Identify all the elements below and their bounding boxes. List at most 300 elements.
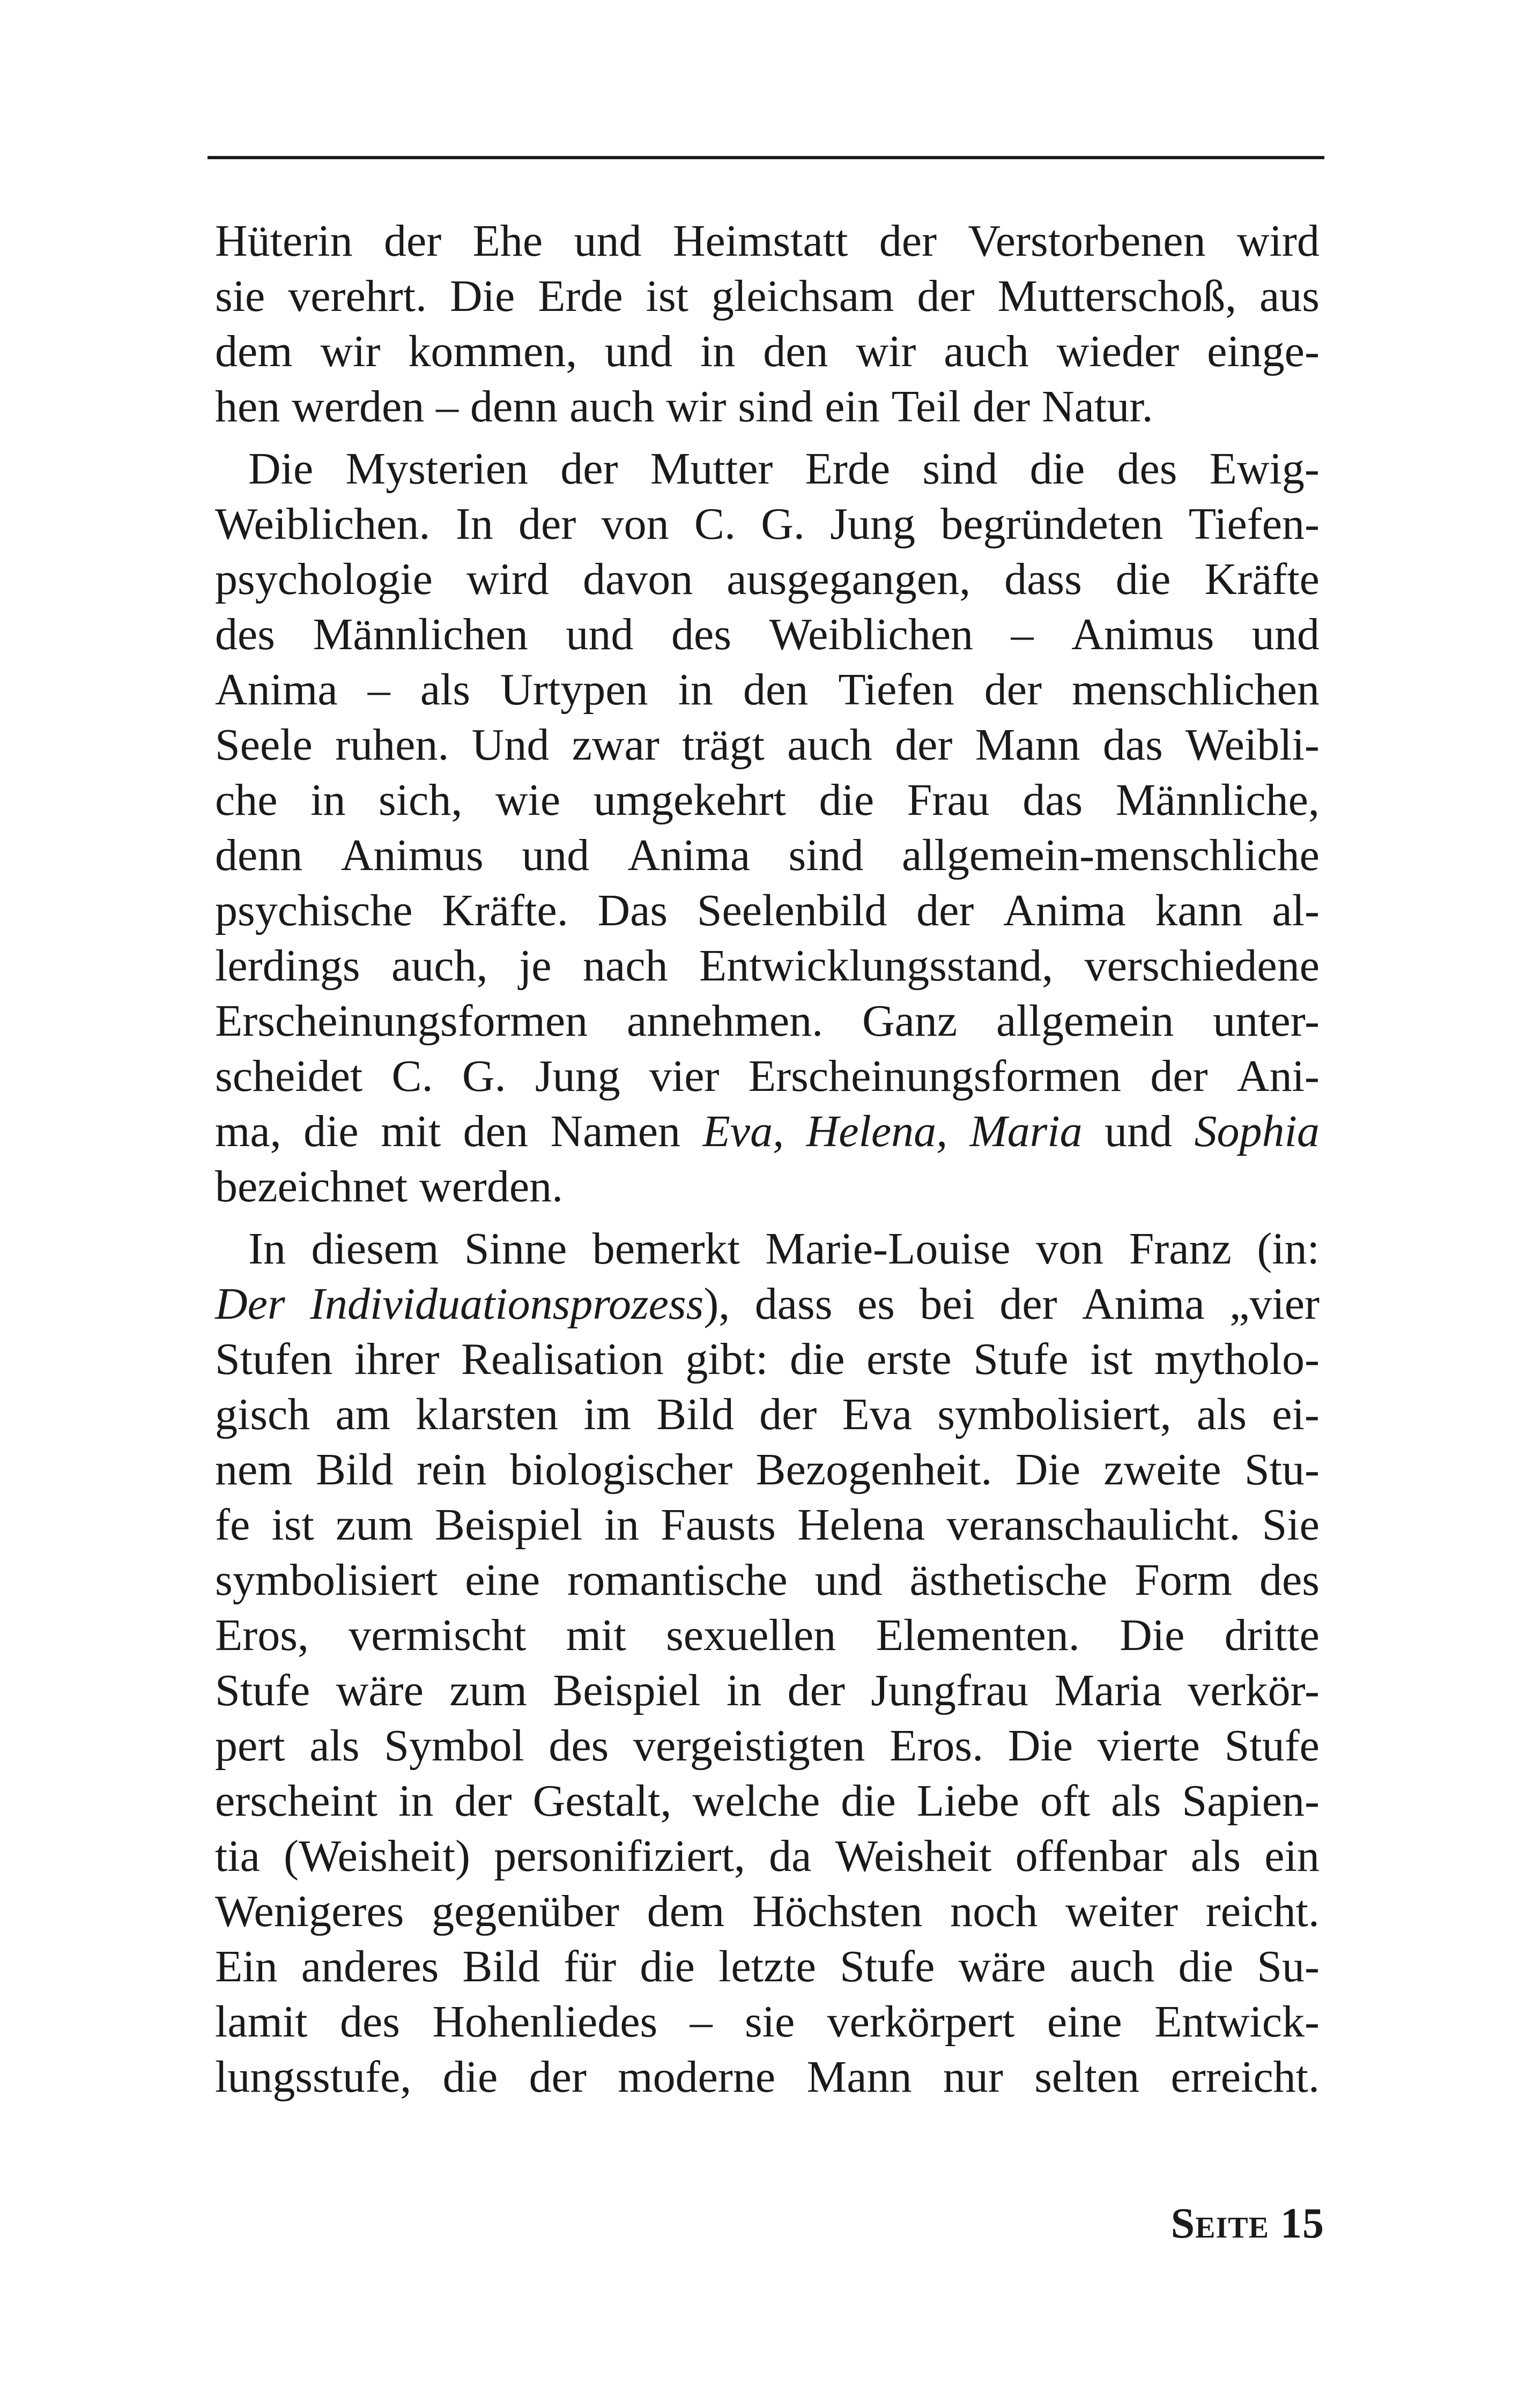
word: des: [1117, 444, 1177, 494]
paragraph-gap: [215, 434, 1320, 441]
text-line: [215, 1773, 1320, 1829]
word: der: [917, 271, 975, 321]
word: kann: [1155, 886, 1243, 935]
word: Form: [1134, 1555, 1233, 1605]
word: sich,: [379, 775, 463, 825]
word: wird: [466, 554, 549, 604]
word: wäre: [958, 1942, 1046, 1991]
word: den: [743, 665, 809, 715]
word: Stufen: [215, 1334, 333, 1384]
text-line: [215, 1159, 1320, 1214]
text-line: [215, 1718, 1320, 1773]
word: eine: [465, 1555, 540, 1605]
word: mit: [381, 1106, 441, 1156]
text-line: [215, 1552, 1320, 1608]
word: das: [1102, 720, 1163, 770]
word: Die: [1015, 1445, 1081, 1495]
word: die: [819, 775, 875, 825]
word: der: [383, 216, 442, 266]
word: zum: [336, 1500, 413, 1550]
word: Erde: [538, 271, 623, 321]
word: Eva,: [702, 1106, 784, 1156]
word: der: [1150, 1051, 1208, 1101]
word: Weibli-: [1185, 720, 1320, 770]
word: des: [215, 610, 275, 659]
word: annehmen.: [626, 996, 824, 1046]
word: Natur.: [1041, 382, 1153, 432]
word: Frau: [907, 775, 990, 825]
word: Mann: [975, 720, 1080, 770]
word: weiter: [1065, 1886, 1178, 1936]
text-line: [215, 938, 1320, 993]
word: bei: [920, 1279, 975, 1329]
word: als: [1196, 1389, 1247, 1439]
word: Die: [449, 271, 515, 321]
word: der: [916, 886, 974, 935]
text-line: [215, 607, 1320, 662]
word: allgemein: [996, 996, 1174, 1046]
word: Animus: [1071, 610, 1214, 659]
text-line: [215, 1332, 1320, 1387]
word: ein: [1264, 1831, 1320, 1881]
text-line: [215, 1829, 1320, 1884]
word: Kräfte.: [442, 886, 568, 935]
word: verkör-: [1188, 1666, 1320, 1715]
word: Teil: [891, 382, 961, 432]
word: dem: [647, 1886, 725, 1936]
word: vier: [649, 1051, 720, 1101]
word: der: [454, 1776, 512, 1826]
word: Liebe: [916, 1776, 1019, 1826]
word: nem: [215, 1445, 293, 1495]
word: Marie-Louise: [765, 1224, 1011, 1274]
text-line: [215, 1104, 1320, 1159]
word: Sapien-: [1182, 1776, 1320, 1826]
word: „vier: [1229, 1279, 1320, 1329]
word: Gestalt,: [532, 1776, 672, 1826]
word: lamit: [215, 1997, 308, 2047]
word: Urtypen: [500, 665, 648, 715]
word: bemerkt: [592, 1224, 740, 1274]
word: Sinne: [464, 1224, 567, 1274]
word: ei-: [1272, 1389, 1320, 1439]
word: –: [367, 665, 390, 715]
word: veranschaulicht.: [946, 1500, 1241, 1550]
word: pert: [215, 1721, 285, 1771]
word: Mutter: [650, 444, 773, 494]
word: und: [1105, 1106, 1173, 1156]
word: In: [455, 499, 493, 549]
word: einge-: [1207, 326, 1320, 376]
word: anderes: [301, 1942, 439, 1991]
text-line: [215, 379, 1320, 434]
word: welche: [692, 1776, 820, 1826]
word: Mann: [806, 2052, 912, 2102]
word: des: [671, 610, 732, 659]
text-line: [215, 2049, 1320, 2105]
word: Entwicklungsstand,: [699, 941, 1054, 991]
word: Heimstatt: [672, 216, 848, 266]
word: in: [678, 665, 713, 715]
word: Franz: [1129, 1224, 1232, 1274]
word: Animus: [340, 830, 484, 880]
word: Tiefen: [838, 665, 954, 715]
word: Maria: [1054, 1666, 1162, 1715]
word: kommen,: [408, 326, 577, 376]
word: lungsstufe,: [215, 2052, 412, 2102]
word: in: [310, 775, 346, 825]
word: noch: [950, 1886, 1038, 1936]
word: Eros.: [890, 1721, 984, 1771]
word: Stufe: [840, 1942, 935, 1991]
word: [310, 1276, 730, 1332]
word: G.: [462, 1051, 506, 1101]
word: ma,: [215, 1106, 281, 1156]
word: dem: [215, 326, 293, 376]
word: C.: [694, 499, 736, 549]
word: ästhetische: [909, 1555, 1108, 1605]
word: als: [1190, 1831, 1241, 1881]
word: zweite: [1103, 1445, 1221, 1495]
word: ihrer: [354, 1334, 440, 1384]
word: auch: [787, 720, 872, 770]
word: Maria: [969, 1106, 1083, 1156]
word: ausgegangen,: [727, 554, 971, 604]
word: Beispiel: [435, 1500, 583, 1550]
word: des: [340, 1997, 400, 2047]
text-line: [215, 1442, 1320, 1497]
word: gibt:: [685, 1334, 768, 1384]
word: Stufe: [215, 1666, 310, 1715]
word: che: [215, 775, 278, 825]
word: denn: [470, 382, 558, 432]
word: menschlichen: [1072, 665, 1320, 715]
word: ein: [825, 382, 880, 432]
word: Ganz: [862, 996, 958, 1046]
word: Weiblichen.: [215, 499, 431, 549]
word: Und: [471, 720, 550, 770]
word: nur: [943, 2052, 1003, 2102]
text-line: [215, 496, 1320, 552]
word: Weiblichen: [769, 610, 974, 659]
word: die: [841, 1776, 896, 1826]
word: die: [303, 1106, 359, 1156]
word: denn: [215, 830, 303, 880]
word: lerdings: [215, 941, 360, 991]
word: begründeten: [940, 499, 1164, 549]
text-line: [215, 1276, 1320, 1332]
word: aus: [1259, 271, 1320, 321]
word: Elementen.: [876, 1610, 1080, 1660]
word: wir: [856, 326, 916, 376]
word: Entwick-: [1154, 1997, 1320, 2047]
word: Stu-: [1244, 1445, 1320, 1495]
word: Verstorbenen: [968, 216, 1206, 266]
word: zum: [449, 1666, 527, 1715]
word: und: [574, 216, 642, 266]
paragraph-gap: [215, 1214, 1320, 1221]
word: (Weisheit): [284, 1831, 470, 1881]
paragraph: [215, 441, 1320, 1214]
word: der: [529, 2052, 587, 2102]
word: al-: [1272, 886, 1320, 935]
word: psychische: [215, 886, 413, 935]
word: ist: [271, 1500, 314, 1550]
word: auch: [1069, 1942, 1155, 1991]
word: Sophia: [1194, 1106, 1320, 1156]
text-line: [215, 552, 1320, 607]
word: es: [857, 1279, 895, 1329]
word: –: [436, 382, 459, 432]
word: Wenigeres: [215, 1886, 404, 1936]
word: und: [605, 326, 673, 376]
word: Jung: [830, 499, 915, 549]
text-line: [215, 1884, 1320, 1939]
word: (in:: [1257, 1224, 1320, 1274]
word: der: [518, 499, 576, 549]
word: Erde: [805, 444, 891, 494]
text-line: [215, 1497, 1320, 1552]
word: sind: [788, 830, 864, 880]
word: die: [1178, 1942, 1234, 1991]
word: –: [690, 1997, 713, 2047]
text-line: [215, 1049, 1320, 1104]
word: ruhen.: [335, 720, 449, 770]
word: Ehe: [472, 216, 543, 266]
text-line: [215, 993, 1320, 1049]
text-line: [215, 1663, 1320, 1718]
word: sie: [744, 1997, 795, 2047]
word: romantische: [567, 1555, 788, 1605]
word: Symbol: [384, 1721, 524, 1771]
word: verkörpert: [827, 1997, 1015, 2047]
word: Ewig-: [1209, 444, 1320, 494]
header-rule: [208, 156, 1324, 159]
word: auch: [944, 326, 1029, 376]
word: gisch: [215, 1389, 310, 1439]
word: werden: [292, 382, 425, 432]
word: nach: [582, 941, 668, 991]
word: Kräfte: [1204, 554, 1320, 604]
word: Erscheinungsformen: [215, 996, 588, 1046]
word: sind: [738, 382, 813, 432]
word: als: [420, 665, 471, 715]
word: auch: [569, 382, 655, 432]
word: bezeichnet: [215, 1162, 408, 1212]
word: als: [1111, 1776, 1161, 1826]
word: Bild: [656, 1389, 734, 1439]
word: Männlichen: [313, 610, 528, 659]
text-line: [215, 662, 1320, 717]
word: wieder: [1056, 326, 1180, 376]
word: eine: [1047, 1997, 1122, 2047]
word: die: [1029, 444, 1085, 494]
text-line: [215, 1939, 1320, 1994]
word: in: [398, 1776, 434, 1826]
word: Su-: [1257, 1942, 1320, 1991]
word: für: [564, 1942, 617, 1991]
word: Die: [248, 444, 314, 494]
word: ist: [646, 271, 688, 321]
word: unter-: [1213, 996, 1320, 1046]
word: von: [601, 499, 669, 549]
word: Mutterschoß,: [997, 271, 1237, 321]
word: Das: [597, 886, 668, 935]
word: der: [972, 382, 1031, 432]
text-line: [215, 441, 1320, 496]
text-line: [215, 269, 1320, 324]
word: dass: [754, 1279, 833, 1329]
word: das: [1022, 775, 1083, 825]
word: Bild: [462, 1942, 540, 1991]
word: diesem: [311, 1224, 439, 1274]
word: Männliche,: [1115, 775, 1320, 825]
word: biologischer: [509, 1445, 733, 1495]
word: den: [463, 1106, 528, 1156]
word: Jungfrau: [871, 1666, 1029, 1715]
word: in: [726, 1666, 762, 1715]
word: Mysterien: [345, 444, 529, 494]
word: wir: [666, 382, 727, 432]
word: rein: [417, 1445, 487, 1495]
word: oft: [1040, 1776, 1091, 1826]
word: Hohenliedes: [432, 1997, 658, 2047]
text-line: [215, 1994, 1320, 2049]
word: erscheint: [215, 1776, 378, 1826]
word: Namen: [550, 1106, 681, 1156]
word: psychologie: [215, 554, 433, 604]
word: Seele: [215, 720, 313, 770]
word: Individuationsprozess: [310, 1279, 704, 1329]
word: reicht.: [1205, 1886, 1320, 1936]
word: Höchsten: [752, 1886, 923, 1936]
word: mytholo-: [1154, 1334, 1320, 1384]
word: Fausts: [661, 1500, 776, 1550]
word: vergeistigten: [633, 1721, 865, 1771]
word: Bezogenheit.: [755, 1445, 992, 1495]
word: werden.: [419, 1162, 564, 1212]
word: davon: [582, 554, 693, 604]
word: auch,: [391, 941, 488, 991]
word: Erscheinungsformen: [748, 1051, 1121, 1101]
word: erreicht.: [1170, 2052, 1320, 2102]
word: sexuellen: [666, 1610, 836, 1660]
word: verschiedene: [1084, 941, 1320, 991]
word: wie: [495, 775, 561, 825]
word: dritte: [1224, 1610, 1320, 1660]
word: in: [700, 326, 736, 376]
word: die: [789, 1334, 845, 1384]
word: Weisheit: [835, 1831, 992, 1881]
word: sind: [922, 444, 998, 494]
word: Helena: [797, 1500, 925, 1550]
word: ),: [703, 1279, 730, 1329]
word: Eros,: [215, 1610, 309, 1660]
text-line: [215, 1387, 1320, 1442]
word: dass: [1004, 554, 1082, 604]
word: Bild: [315, 1445, 394, 1495]
word: am: [335, 1389, 391, 1439]
page-number: Seite 15: [1170, 2200, 1324, 2247]
word: klarsten: [416, 1389, 559, 1439]
word: im: [583, 1389, 632, 1439]
word: scheidet: [215, 1051, 363, 1101]
word: verehrt.: [288, 271, 427, 321]
word: vierte: [1097, 1721, 1200, 1771]
word: Stufe: [1224, 1721, 1320, 1771]
word: Sie: [1262, 1500, 1320, 1550]
word: Anima: [627, 830, 751, 880]
word: –: [1011, 610, 1034, 659]
word: Anima: [215, 665, 338, 715]
word: die: [1115, 554, 1171, 604]
word: wird: [1236, 216, 1320, 266]
word: Eva: [842, 1389, 913, 1439]
word: vermischt: [349, 1610, 527, 1660]
word: moderne: [618, 2052, 776, 2102]
word: des: [549, 1721, 609, 1771]
word: Anima: [1003, 886, 1126, 935]
word: Anima: [1082, 1279, 1205, 1329]
word: als: [309, 1721, 360, 1771]
body-text: [215, 213, 1320, 2105]
word: der: [984, 665, 1042, 715]
paragraph: [215, 213, 1320, 434]
word: Der: [215, 1279, 285, 1329]
word: der: [787, 1666, 845, 1715]
text-line: [215, 883, 1320, 938]
word: Realisation: [461, 1334, 664, 1384]
word: symbolisiert,: [937, 1389, 1172, 1439]
word: die: [442, 2052, 498, 2102]
word: der: [895, 720, 953, 770]
paragraph: [215, 1221, 1320, 2105]
word: C.: [391, 1051, 433, 1101]
word: Ein: [215, 1942, 278, 1991]
word: Die: [1120, 1610, 1185, 1660]
text-line: [215, 213, 1320, 269]
word: G.: [761, 499, 805, 549]
word: Ani-: [1236, 1051, 1320, 1101]
word: ist: [1090, 1334, 1133, 1384]
word: den: [763, 326, 828, 376]
text-line: [215, 1608, 1320, 1663]
word: und: [566, 610, 634, 659]
word: Tiefen-: [1188, 499, 1320, 549]
word: da: [769, 1831, 812, 1881]
word: zwar: [572, 720, 660, 770]
word: In: [248, 1224, 286, 1274]
word: und: [814, 1555, 883, 1605]
word: sie: [215, 271, 265, 321]
word: Hüterin: [215, 216, 353, 266]
word: Helena,: [806, 1106, 948, 1156]
word: tia: [215, 1831, 260, 1881]
word: Jung: [535, 1051, 620, 1101]
word: gegenüber: [432, 1886, 619, 1936]
word: und: [1251, 610, 1320, 659]
word: mit: [566, 1610, 626, 1660]
word: offenbar: [1015, 1831, 1167, 1881]
word: Seelenbild: [696, 886, 887, 935]
word: letzte: [718, 1942, 816, 1991]
word: selten: [1034, 2052, 1140, 2102]
word: erste: [866, 1334, 952, 1384]
word: und: [522, 830, 590, 880]
word: Die: [1007, 1721, 1073, 1771]
word: wäre: [336, 1666, 424, 1715]
word: umgekehrt: [593, 775, 786, 825]
